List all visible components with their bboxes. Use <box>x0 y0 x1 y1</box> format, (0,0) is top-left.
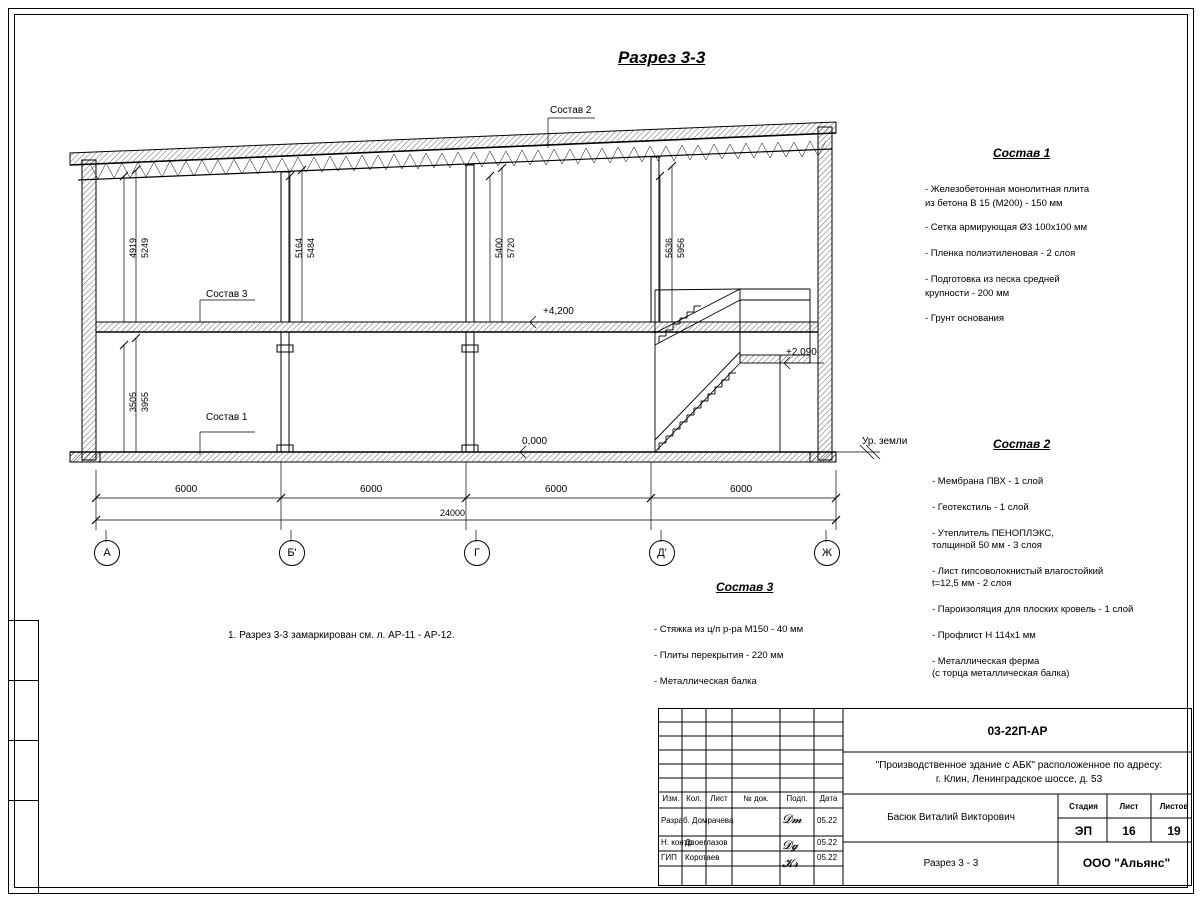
span-dim-4: 6000 <box>730 484 753 495</box>
axis-bubble-zh: Ж <box>814 540 840 566</box>
tb-col-list: Лист <box>710 794 728 803</box>
callout-sostav-1: Состав 1 <box>206 412 248 423</box>
callout-sostav-2: Состав 2 <box>550 105 592 116</box>
spec-2-heading: Состав 2 <box>993 437 1051 451</box>
spec-1-item-5: крупности - 200 мм <box>925 288 1010 299</box>
spec-3-item-2: - Металлическая балка <box>654 676 757 687</box>
tb-name-2: Коротаев <box>685 853 720 862</box>
dim-4919: 4919 <box>128 237 138 258</box>
spec-3-item-1: - Плиты перекрытия - 220 мм <box>654 650 784 661</box>
tb-lists-value: 19 <box>1167 824 1181 838</box>
tb-signature-0: 𝓓𝓶 <box>782 812 802 826</box>
tb-stage-header: Стадия <box>1069 802 1098 811</box>
axis-bubble-d: Д' <box>649 540 675 566</box>
tb-name-1: Двоеглазов <box>685 838 728 847</box>
page-title: Разрез 3-3 <box>618 48 706 67</box>
tb-role-0: Разраб. <box>661 816 690 825</box>
spec-1-item-3: - Пленка полиэтиленовая - 2 слоя <box>925 248 1076 259</box>
dim-5636: 5636 <box>664 237 674 258</box>
tb-company: ООО "Альянс" <box>1082 856 1171 870</box>
dim-5484: 5484 <box>306 237 316 258</box>
tb-stage-value: ЭП <box>1074 824 1093 838</box>
tb-col-izm: Изм. <box>662 794 680 803</box>
tb-date-0: 05.22 <box>817 816 838 825</box>
tb-role-1: Н. контр. <box>661 838 695 847</box>
spec-2-item-7: - Профлист Н 114х1 мм <box>932 630 1036 641</box>
dim-5720: 5720 <box>506 237 516 258</box>
span-dim-1: 6000 <box>175 484 198 495</box>
dim-3505: 3505 <box>128 391 138 412</box>
tb-sheet-name: Разрез 3 - 3 <box>923 858 979 869</box>
tb-project-code: 03-22П-АР <box>987 724 1048 738</box>
span-dim-3: 6000 <box>545 484 568 495</box>
spec-1-item-6: - Грунт основания <box>925 313 1005 324</box>
drawing-note: 1. Разрез 3-3 замаркирован см. л. АР-11 - АР-12. <box>228 630 455 641</box>
tb-object-line1: "Производственное здание с АБК" расположенное по адресу: <box>875 760 1163 771</box>
level-4200: +4,200 <box>543 306 574 317</box>
tb-col-doc: № док. <box>743 794 769 803</box>
tb-col-podp: Подп. <box>786 794 808 803</box>
spec-2-item-8: - Металлическая ферма <box>932 656 1040 667</box>
dim-5400: 5400 <box>494 237 504 258</box>
spec-2-item-9: (с торца металлическая балка) <box>932 668 1070 679</box>
ground-level-label: Ур. земли <box>862 436 908 447</box>
spec-2-item-6: - Пароизоляция для плоских кровель - 1 слой <box>932 604 1134 615</box>
spec-2-item-5: t=12,5 мм - 2 слоя <box>932 578 1012 589</box>
tb-customer: Басюк Виталий Викторович <box>887 812 1015 823</box>
tb-role-2: ГИП <box>661 853 677 862</box>
spec-3-heading: Состав 3 <box>716 580 774 594</box>
spec-1-item-4: - Подготовка из песка средней <box>925 274 1060 285</box>
spec-2-item-0: - Мембрана ПВХ - 1 слой <box>932 476 1044 487</box>
spec-2-item-4: - Лист гипсоволокнистый влагостойкий <box>932 566 1104 577</box>
axis-bubble-a: А <box>94 540 120 566</box>
dim-3955: 3955 <box>140 391 150 412</box>
callout-sostav-3: Состав 3 <box>206 289 248 300</box>
level-2090: +2,090 <box>786 347 817 358</box>
spec-1-item-2: - Сетка армирующая Ø3 100х100 мм <box>925 222 1088 233</box>
spec-3-item-0: - Стяжка из ц/п р-ра М150 - 40 мм <box>654 624 804 635</box>
span-dim-2: 6000 <box>360 484 383 495</box>
dim-5956: 5956 <box>676 237 686 258</box>
dim-5249: 5249 <box>140 237 150 258</box>
dim-5164: 5164 <box>294 237 304 258</box>
spec-2-item-1: - Геотекстиль - 1 слой <box>932 502 1029 513</box>
tb-list-value: 16 <box>1122 824 1136 838</box>
tb-date-2: 05.22 <box>817 853 838 862</box>
level-0000: 0,000 <box>522 436 548 447</box>
spec-1-item-0: - Железобетонная монолитная плита <box>925 184 1090 195</box>
tb-lists-header: Листов <box>1159 802 1189 811</box>
title-block <box>658 708 1192 886</box>
spec-1-heading: Состав 1 <box>993 146 1051 160</box>
tb-name-0: Домрачева <box>692 816 734 825</box>
tb-col-kol: Кол. <box>686 794 702 803</box>
tb-signature-1: 𝓓𝓰 <box>782 838 799 852</box>
spec-1-item-1: из бетона В 15 (М200) - 150 мм <box>925 198 1063 209</box>
axis-bubble-b: Б' <box>279 540 305 566</box>
spec-2-item-2: - Утеплитель ПЕНОПЛЭКС, <box>932 528 1054 539</box>
tb-signature-2: 𝓚𝓻 <box>782 856 799 870</box>
tb-object-line2: г. Клин, Ленинградское шоссе, д. 53 <box>935 774 1103 785</box>
tb-list-header: Лист <box>1119 802 1139 811</box>
axis-bubble-g: Г <box>464 540 490 566</box>
tb-date-1: 05.22 <box>817 838 838 847</box>
spec-2-item-3: толщиной 50 мм - 3 слоя <box>932 540 1042 551</box>
tb-col-data: Дата <box>819 794 838 803</box>
total-dim: 24000 <box>440 508 466 518</box>
